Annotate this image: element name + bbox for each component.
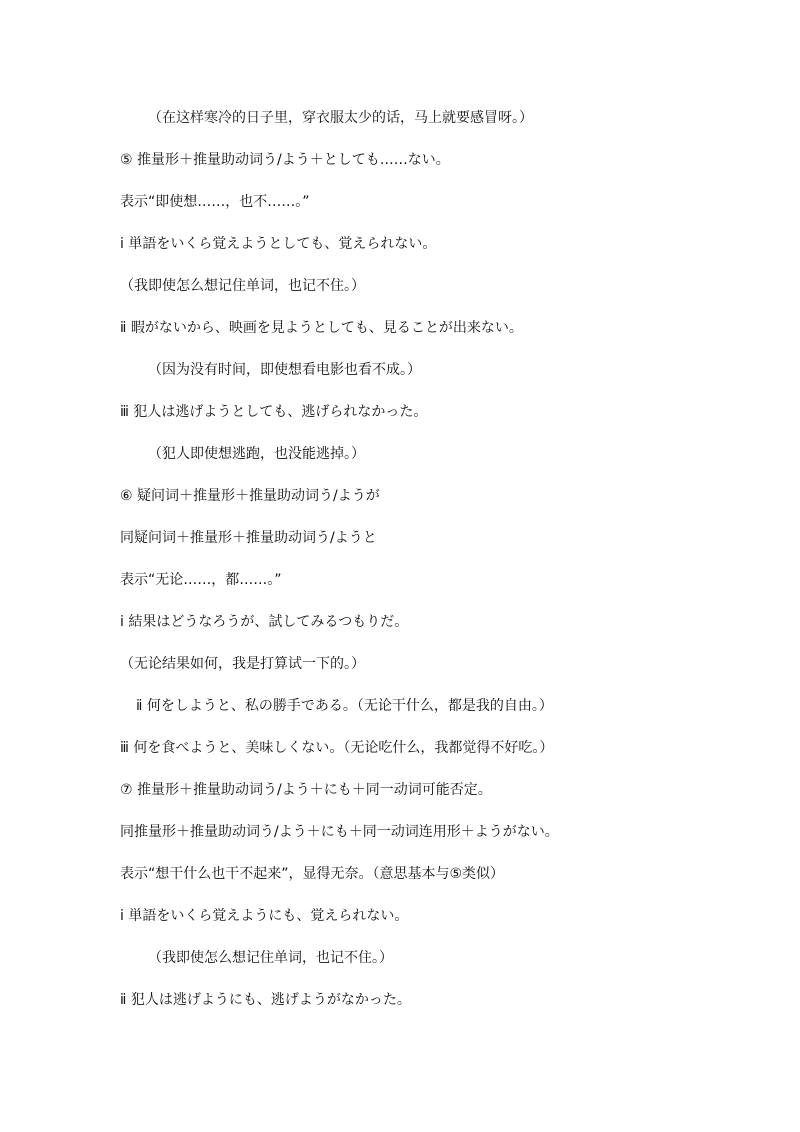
heading-pattern-5: ⑤ 推量形＋推量助动词う/よう＋としても……ない。 — [120, 152, 450, 168]
translation-line: （因为没有时间，即使想看电影也看不成。） — [148, 362, 421, 378]
translation-line: （我即使怎么想记住单词，也记不住。） — [120, 278, 365, 294]
translation-line: （我即使怎么想记住单词，也记不住。） — [148, 950, 393, 966]
heading-pattern-7: ⑦ 推量形＋推量助动词う/よう＋にも＋同一动词可能否定。 — [120, 782, 492, 798]
text-line-19: 表示“想干什么也干不起来”，显得无奈。（意思基本与⑤类似） — [120, 866, 505, 882]
example-sentence: ⅱ 暇がないから、映画を見ようとしても、見ることが出来ない。 — [120, 320, 523, 336]
example-sentence: ⅱ 何をしようと、私の勝手である。（无论干什么，都是我的自由。） — [136, 698, 553, 714]
example-sentence: ⅲ 何を食べようと、美味しくない。（无论吃什么，我都觉得不好吃。） — [120, 740, 554, 756]
text-line-3: 表示“即使想……，也不……。” — [120, 194, 310, 210]
heading-pattern-6: ⑥ 疑问词＋推量形＋推量助动词う/ようが — [120, 488, 380, 504]
example-sentence: ⅲ 犯人は逃げようとしても、逃げられなかった。 — [120, 404, 428, 420]
text-line-12: 表示“无论……，都……。” — [120, 572, 282, 588]
text-line-1: （在这样寒冷的日子里，穿衣服太少的话，马上就要感冒呀。） — [148, 110, 533, 126]
example-sentence: ⅰ 結果はどうなろうが、試してみるつもりだ。 — [120, 614, 409, 630]
example-sentence: ⅱ 犯人は逃げようにも、逃げようがなかった。 — [120, 992, 411, 1008]
example-sentence: ⅰ 単語をいくら覚えようとしても、覚えられない。 — [120, 236, 437, 252]
example-sentence: ⅰ 単語をいくら覚えようにも、覚えられない。 — [120, 908, 409, 924]
text-line-18: 同推量形＋推量助动词う/よう＋にも＋同一动词连用形＋ようがない。 — [120, 824, 559, 840]
text-line-11: 同疑问词＋推量形＋推量助动词う/ようと — [120, 530, 377, 546]
translation-line: （犯人即使想逃跑，也没能逃掉。） — [148, 446, 365, 462]
translation-line: （无论结果如何，我是打算试一下的。） — [120, 656, 365, 672]
